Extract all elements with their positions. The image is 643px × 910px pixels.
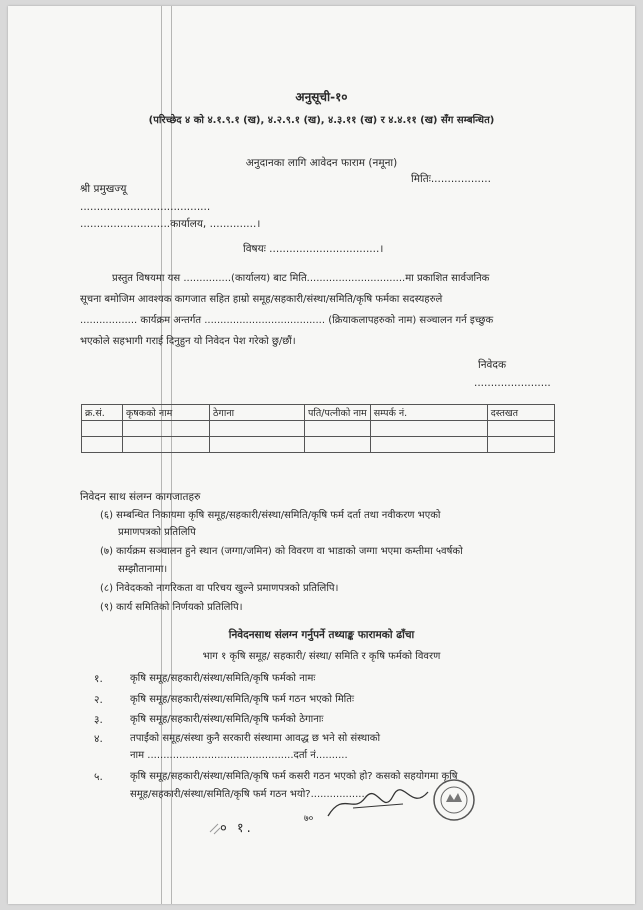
signature-mark: [323, 786, 433, 822]
attachment-item-9: (९) कार्य समितिको निर्णयको प्रतिलिपि।: [100, 602, 243, 613]
item-number: २.: [94, 694, 103, 706]
table-header: क्र.सं.: [82, 405, 123, 421]
table-header: दस्तखत: [487, 405, 554, 421]
table-cell: [123, 421, 210, 437]
schedule-subtitle: (परिच्छेद ४ को ४.१.९.१ (ख), ४.२.९.१ (ख), ४.३.११ (ख) र ४.४.११ (ख) सँग सम्बन्धित): [148, 115, 495, 126]
attachment-item-6: (६) सम्बन्धित निकायमा कृषि समूह/सहकारी/संस्था/समिति/कृषि फर्म दर्ता तथा नवीकरण भएको: [100, 510, 441, 521]
body-line-3: .................. कार्यक्रम अन्तर्गत ...................................... (क्रियाकलापहरुको नाम) सञ्चालन गर्न इच्छुक: [80, 315, 494, 326]
table-cell: [305, 437, 371, 453]
table-cell: [123, 437, 210, 453]
applicant-label: निवेदक: [478, 359, 507, 371]
table-cell: [487, 437, 554, 453]
section2-item: कृषि समूह/सहकारी/संस्था/समिति/कृषि फर्म गठन भएको मितिः: [130, 694, 354, 705]
schedule-title: अनुसूची-१०: [295, 90, 348, 104]
form-title: अनुदानका लागि आवेदन फाराम (नमूना): [245, 157, 398, 169]
table-cell: [370, 421, 487, 437]
section2-item: कृषि समूह/सहकारी/संस्था/समिति/कृषि फर्म कसरी गठन भएको हो? कसको सहयोगमा कृषि: [130, 771, 458, 782]
section2-item-4-cont: नाम ..............................................दर्ता नं..........: [130, 750, 348, 761]
addressee: श्री प्रमुखज्यू: [80, 183, 127, 195]
table-cell: [370, 437, 487, 453]
table-header-row: [82, 405, 555, 421]
attachment-item-7-cont: सम्झौतानामा।: [118, 564, 168, 575]
document-page: [8, 6, 635, 904]
table-cell: [210, 437, 305, 453]
item-number: ४.: [94, 733, 103, 745]
date-field: मितिः..................: [411, 173, 491, 185]
section2-item: कृषि समूह/सहकारी/संस्था/समिति/कृषि फर्मको ठेगानाः: [130, 714, 324, 725]
table-cell: [305, 421, 371, 437]
office-line: ...........................कार्यालय, ..............।: [80, 218, 261, 230]
section2-item-5-cont: समूह/सहकारी/संस्था/समिति/कृषि फर्म गठन भयो?..................: [130, 789, 368, 800]
subject-line: विषयः .................................।: [243, 243, 384, 255]
page-mark: ७०: [304, 814, 314, 824]
table-cell: [82, 421, 123, 437]
attachment-item-6-cont: प्रमाणपत्रको प्रतिलिपि: [118, 527, 196, 538]
section2-part-title: भाग १ कृषि समूह/ सहकारी/ संस्था/ समिति र कृषि फर्मको विवरण: [202, 651, 441, 662]
attachment-item-7: (७) कार्यक्रम सञ्चालन हुने स्थान (जग्गा/जमिन) को विवरण वा भाडाको जग्गा भएमा कम्तीमा ५वर्षको: [100, 546, 463, 557]
body-line-4: भएकोले सहभागी गराई दिनुहुन यो निवेदन पेश गरेको छु/छौं।: [80, 336, 296, 347]
table-header: कृषकको नाम: [123, 405, 210, 421]
table-cell: [82, 437, 123, 453]
table-header: ठेगाना: [210, 405, 305, 421]
section2-item: तपाईंको समूह/संस्था कुनै सरकारी संस्थामा आवद्ध छ भने सो संस्थाको: [130, 733, 381, 744]
applicant-signature-dots: .......................: [474, 377, 551, 389]
body-line-2: सूचना बमोजिम आवश्यक कागजात सहित हाम्रो समूह/सहकारी/संस्था/समिति/कृषि फर्मका सदस्यहरुले: [80, 294, 443, 305]
table-header: पति/पत्नीको नाम: [305, 405, 371, 421]
attachment-item-8: (८) निवेदकको नागरिकता वा परिचय खुल्ने प्रमाणपत्रको प्रतिलिपि।: [100, 583, 339, 594]
item-number: १.: [94, 673, 103, 685]
table-cell: [487, 421, 554, 437]
table-header: सम्पर्क नं.: [370, 405, 487, 421]
section2-item: कृषि समूह/सहकारी/संस्था/समिति/कृषि फर्मको नामः: [130, 673, 316, 684]
item-number: ५.: [94, 771, 103, 783]
item-number: ३.: [94, 714, 103, 726]
body-line-1: प्रस्तुत विषयमा यस ...............(कार्यालय) बाट मिति...............................मा प्रकाशित सार्वजनिक: [112, 273, 490, 284]
official-seal-icon: [432, 778, 476, 822]
table-row: [82, 437, 555, 453]
table-cell: [210, 421, 305, 437]
section2-title: निवेदनसाथ संलग्न गर्नुपर्ने तथ्याङ्क फारामको ढाँचा: [228, 629, 415, 641]
addressee-dots: .......................................: [80, 201, 211, 213]
table-row: [82, 421, 555, 437]
page-number: ० १.: [220, 821, 254, 836]
applicant-table: [81, 404, 555, 453]
attachments-heading: निवेदन साथ संलग्न कागजातहरु: [80, 491, 201, 503]
margin-scribble-icon: [208, 814, 288, 836]
